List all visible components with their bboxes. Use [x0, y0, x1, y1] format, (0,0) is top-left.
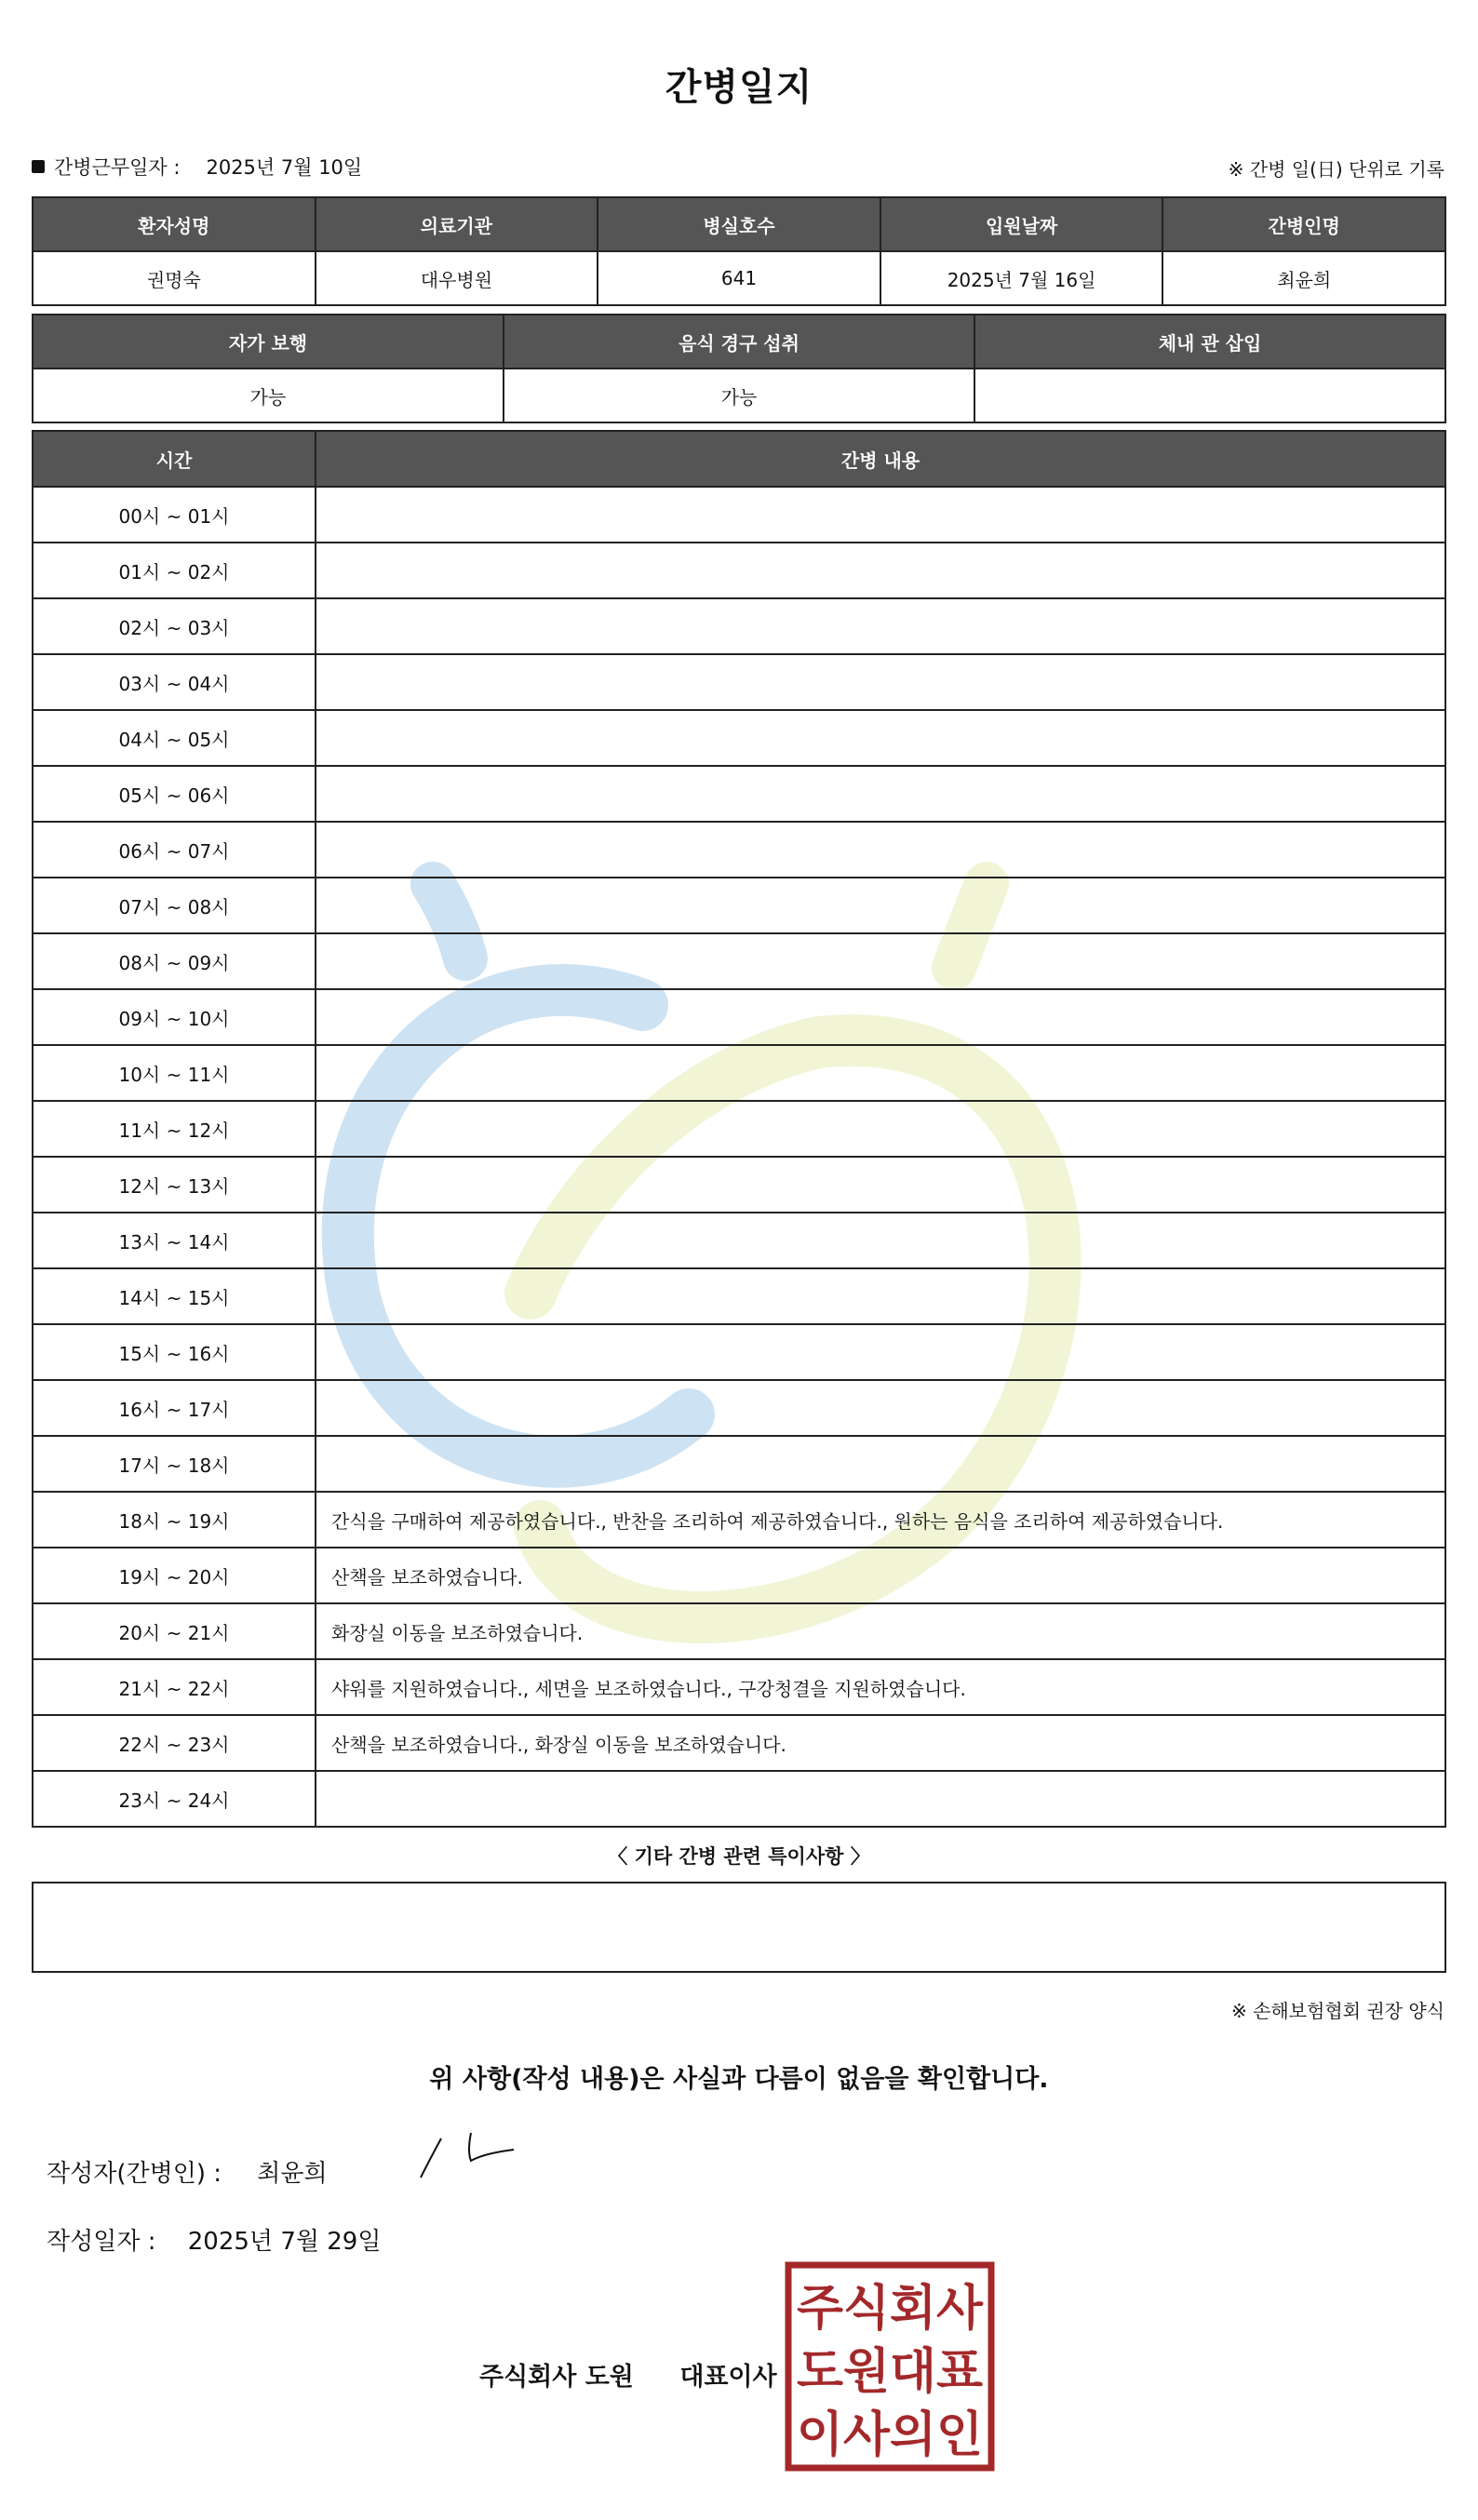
seal-line-2: 도원대표 — [797, 2344, 983, 2400]
time-slot: 23시 ~ 24시 — [33, 1771, 316, 1827]
care-content — [316, 654, 1445, 710]
care-content — [316, 598, 1445, 654]
time-slot: 15시 ~ 16시 — [33, 1324, 316, 1380]
header-oral-intake: 음식 경구 섭취 — [504, 315, 974, 369]
time-slot: 01시 ~ 02시 — [33, 543, 316, 598]
care-content: 간식을 구매하여 제공하였습니다., 반찬을 조리하여 제공하였습니다., 원하는 음식을 조리하여 제공하였습니다. — [316, 1492, 1445, 1548]
table-row — [33, 1659, 1445, 1715]
table-row — [33, 710, 1445, 766]
special-notes-title: 〈 기타 간병 관련 특이사항 〉 — [608, 1845, 870, 1868]
table-row — [33, 598, 1445, 654]
representative-title: 대표이사 — [679, 2363, 777, 2392]
header-hospital: 의료기관 — [316, 197, 598, 251]
seal-line-1: 주식회사 — [797, 2281, 984, 2337]
table-row — [33, 822, 1445, 878]
care-content: 화장실 이동을 보조하였습니다. — [316, 1603, 1445, 1659]
patient-name: 권명숙 — [33, 251, 316, 305]
header-care-content: 간병 내용 — [316, 431, 1445, 487]
special-notes-box — [32, 1882, 1446, 1973]
header-patient-name: 환자성명 — [33, 197, 316, 251]
time-slot: 05시 ~ 06시 — [33, 766, 316, 822]
table-row — [33, 1380, 1445, 1436]
header-time: 시간 — [33, 431, 316, 487]
care-content — [316, 1380, 1445, 1436]
write-date-label: 작성일자 : — [47, 2228, 156, 2256]
table-row — [33, 1492, 1445, 1548]
table-row — [33, 1268, 1445, 1324]
table-row — [33, 1548, 1445, 1603]
time-slot: 00시 ~ 01시 — [33, 487, 316, 543]
care-content: 샤워를 지원하였습니다., 세면을 보조하였습니다., 구강청결을 지원하였습니다. — [316, 1659, 1445, 1715]
work-date-label: 간병근무일자 : — [54, 156, 181, 179]
table-row — [33, 1045, 1445, 1101]
write-date-line — [47, 2222, 381, 2257]
signature — [410, 2120, 521, 2185]
time-slot: 06시 ~ 07시 — [33, 822, 316, 878]
header-walking: 자가 보행 — [33, 315, 504, 369]
write-date-value: 2025년 7월 29일 — [187, 2228, 382, 2256]
header-tube-insertion: 체내 관 삽입 — [974, 315, 1445, 369]
care-content — [316, 1213, 1445, 1268]
table-row — [33, 989, 1445, 1045]
table-row — [33, 1157, 1445, 1213]
time-slot: 02시 ~ 03시 — [33, 598, 316, 654]
header-admission-date: 입원날짜 — [880, 197, 1163, 251]
square-bullet-icon — [32, 160, 45, 173]
care-content — [316, 766, 1445, 822]
care-content — [316, 487, 1445, 543]
care-content: 산책을 보조하였습니다. — [316, 1548, 1445, 1603]
time-slot: 07시 ~ 08시 — [33, 878, 316, 933]
table-row — [33, 878, 1445, 933]
confirmation-statement: 위 사항(작성 내용)은 사실과 다름이 없음을 확인합니다. — [429, 2065, 1049, 2094]
status-info-table — [32, 314, 1446, 423]
time-slot: 09시 ~ 10시 — [33, 989, 316, 1045]
table-row — [33, 1101, 1445, 1157]
time-slot: 22시 ~ 23시 — [33, 1715, 316, 1771]
care-content — [316, 878, 1445, 933]
record-unit-note: ※ 간병 일(日) 단위로 기록 — [1228, 158, 1444, 181]
table-row — [33, 1715, 1445, 1771]
writer-line — [47, 2154, 328, 2189]
table-row — [33, 1213, 1445, 1268]
time-slot: 10시 ~ 11시 — [33, 1045, 316, 1101]
walking-status: 가능 — [33, 369, 504, 422]
admission-date: 2025년 7월 16일 — [880, 251, 1163, 305]
time-slot: 16시 ~ 17시 — [33, 1380, 316, 1436]
company-seal — [785, 2261, 995, 2472]
time-slot: 12시 ~ 13시 — [33, 1157, 316, 1213]
writer-name: 최윤희 — [257, 2160, 328, 2188]
table-row — [33, 487, 1445, 543]
care-log-table — [32, 430, 1446, 1828]
care-content — [316, 933, 1445, 989]
table-row — [33, 1436, 1445, 1492]
company-line — [479, 2356, 777, 2393]
table-row — [33, 933, 1445, 989]
room-number: 641 — [598, 251, 880, 305]
care-content — [316, 1324, 1445, 1380]
caregiver-name: 최윤희 — [1162, 251, 1445, 305]
care-content — [316, 989, 1445, 1045]
time-slot: 08시 ~ 09시 — [33, 933, 316, 989]
work-date-value: 2025년 7월 10일 — [206, 156, 363, 179]
header-room: 병실호수 — [598, 197, 880, 251]
time-slot: 04시 ~ 05시 — [33, 710, 316, 766]
care-content — [316, 1045, 1445, 1101]
patient-info-table — [32, 196, 1446, 306]
care-content: 산책을 보조하였습니다., 화장실 이동을 보조하였습니다. — [316, 1715, 1445, 1771]
time-slot: 20시 ~ 21시 — [33, 1603, 316, 1659]
care-content — [316, 1268, 1445, 1324]
table-row — [33, 1603, 1445, 1659]
care-content — [316, 543, 1445, 598]
care-content — [316, 1771, 1445, 1827]
hospital: 대우병원 — [316, 251, 598, 305]
care-content — [316, 1157, 1445, 1213]
care-content — [316, 710, 1445, 766]
time-slot: 19시 ~ 20시 — [33, 1548, 316, 1603]
care-content — [316, 822, 1445, 878]
time-slot: 17시 ~ 18시 — [33, 1436, 316, 1492]
time-slot: 14시 ~ 15시 — [33, 1268, 316, 1324]
writer-label: 작성자(간병인) : — [47, 2160, 222, 2188]
time-slot: 21시 ~ 22시 — [33, 1659, 316, 1715]
form-note: ※ 손해보험협회 권장 양식 — [1230, 2000, 1444, 2022]
seal-line-3: 이사의인 — [797, 2407, 983, 2463]
oral-intake-status: 가능 — [504, 369, 974, 422]
time-slot: 11시 ~ 12시 — [33, 1101, 316, 1157]
care-content — [316, 1436, 1445, 1492]
page-title: 간병일지 — [665, 66, 813, 109]
company-name: 주식회사 도원 — [479, 2363, 634, 2392]
table-row — [33, 1324, 1445, 1380]
header-caregiver: 간병인명 — [1162, 197, 1445, 251]
table-row — [33, 654, 1445, 710]
time-slot: 18시 ~ 19시 — [33, 1492, 316, 1548]
care-content — [316, 1101, 1445, 1157]
table-row — [33, 766, 1445, 822]
work-date — [32, 153, 362, 181]
tube-insertion-status — [974, 369, 1445, 422]
table-row — [33, 1771, 1445, 1827]
time-slot: 13시 ~ 14시 — [33, 1213, 316, 1268]
time-slot: 03시 ~ 04시 — [33, 654, 316, 710]
table-row — [33, 543, 1445, 598]
